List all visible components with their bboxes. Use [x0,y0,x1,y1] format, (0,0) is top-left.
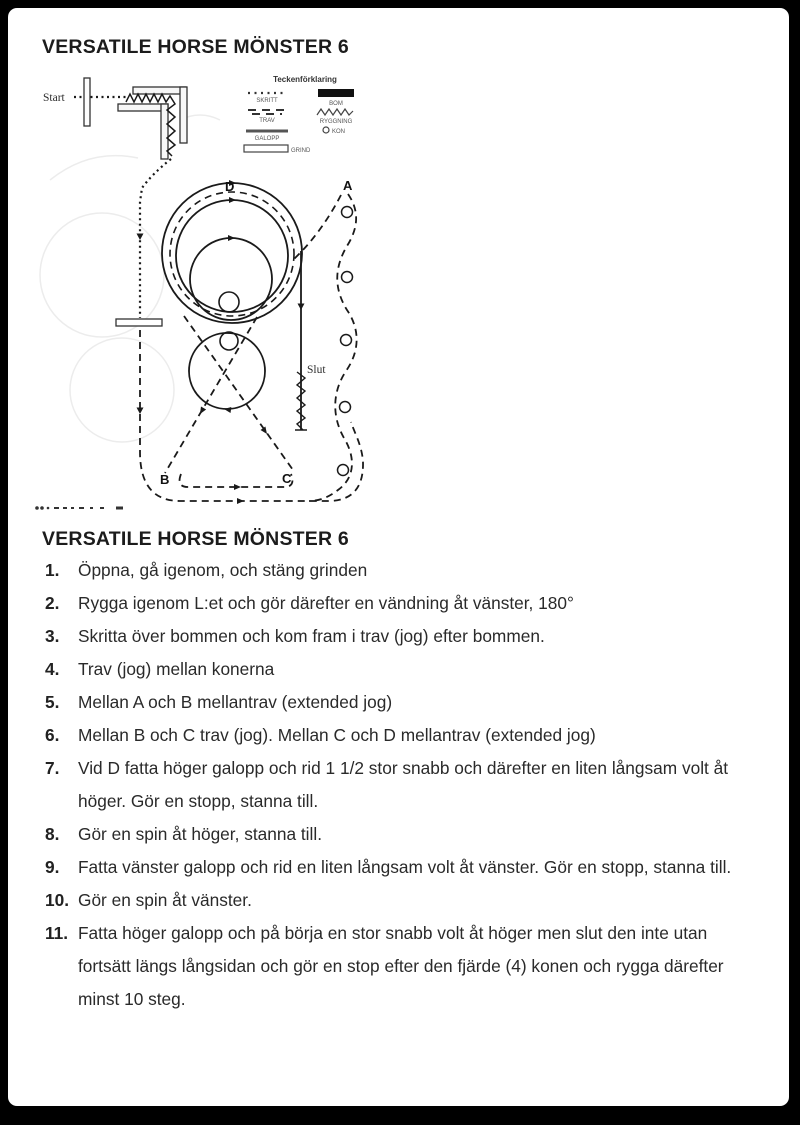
skritt-dotted-path-left [140,159,171,318]
kon-sample-circle [323,127,329,133]
item-text: Gör en spin åt höger, stanna till. [78,824,323,844]
instruction-item [45,884,751,917]
cropped-edge-marks [35,506,123,510]
legend-label-galopp: GALOPP [254,136,280,142]
letter-d: D [225,179,235,194]
item-number: 7. [45,758,60,778]
item-number: 5. [45,692,60,712]
item-text: Skritta över bommen och kom fram i trav (jog) efter bommen. [78,626,545,646]
bom-sample-bar [318,89,354,97]
legend-label-grind: GRIND [291,148,311,154]
instruction-item [45,686,751,719]
instruction-item [45,587,751,620]
pattern-diagram [30,60,380,518]
cones [338,207,353,476]
arrow-right-on-inner-bottom [234,484,241,490]
item-number: 6. [45,725,60,745]
background-ghost-marks [40,115,220,442]
grind-sample-bar [244,145,288,152]
instruction-item [45,818,751,851]
instruction-item [45,554,751,587]
legend [244,75,354,154]
legend-label-kon: KON [332,129,346,135]
item-text: Mellan B och C trav (jog). Mellan C och D mellantrav (extended jog) [78,725,596,745]
item-number: 8. [45,824,60,844]
letter-b: B [160,472,170,487]
volt-circles [162,183,302,323]
item-text: Fatta vänster galopp och rid en liten långsam volt åt vänster. Gör en stopp, stanna till. [78,857,732,877]
slut-label: Slut [307,364,326,376]
instruction-item [45,719,751,752]
instruction-item [45,620,751,653]
arrow-down-on-skritt-path [137,234,144,241]
item-number: 2. [45,593,60,613]
arrow-down-on-galopp-line [298,304,305,311]
item-text: Rygga igenom L:et och gör därefter en vändning åt vänster, 180° [78,593,574,613]
item-number: 11. [45,923,69,943]
pattern-diagram-svg [30,60,380,518]
lower-volt-circle [189,333,265,409]
instruction-item [45,917,751,1016]
item-text: Fatta höger galopp och på börja en stor snabb volt åt höger men slut den inte utan fortsätt längs långsidan och gör en stop efter den fjärde (4) konen och rygga därefter minst 10 steg. [78,923,724,1009]
item-text: Mellan A och B mellantrav (extended jog) [78,692,393,712]
arrow-down-on-trav-path [137,408,144,415]
instructions-heading: VERSATILE HORSE MÖNSTER 6 [42,528,349,550]
final-ryggning-zigzag [297,372,305,430]
start-label: Start [43,92,65,104]
legend-label-bom: BOM [329,101,343,107]
page-title: VERSATILE HORSE MÖNSTER 6 [42,36,349,58]
document-page [8,8,789,1106]
legend-label-ryggning: RYGGNING [319,119,353,125]
item-text: Gör en spin åt vänster. [78,890,252,910]
trav-dashed-outer-path [140,330,363,501]
bom-bar [116,319,162,326]
item-text: Öppna, gå igenom, och stäng grinden [78,560,368,580]
instruction-item [45,653,751,686]
letter-c: C [282,471,292,486]
arrow-right-on-outer-bottom [237,498,244,504]
item-text: Trav (jog) mellan konerna [78,659,275,679]
item-number: 10. [45,890,70,910]
legend-title: Teckenförklaring [273,75,337,84]
item-number: 3. [45,626,60,646]
legend-label-skritt: SKRITT [256,98,278,104]
item-number: 9. [45,857,60,877]
item-text: Vid D fatta höger galopp och rid 1 1/2 stor snabb och därefter en liten långsam volt åt höger. Gör en stopp, stanna till. [78,758,729,811]
item-number: 4. [45,659,60,679]
ryggning-sample-zigzag [317,109,353,115]
legend-label-trav: TRAV [259,118,275,124]
spin-marker-upper [219,292,239,312]
instruction-item [45,851,751,884]
grind-gate-bar [84,78,90,126]
letter-a: A [343,178,353,193]
instruction-item [45,752,751,818]
serpentine-dashed-path [309,194,357,501]
diagonal-path-to-b [165,317,257,473]
instructions-list [45,554,751,1016]
item-number: 1. [45,560,60,580]
